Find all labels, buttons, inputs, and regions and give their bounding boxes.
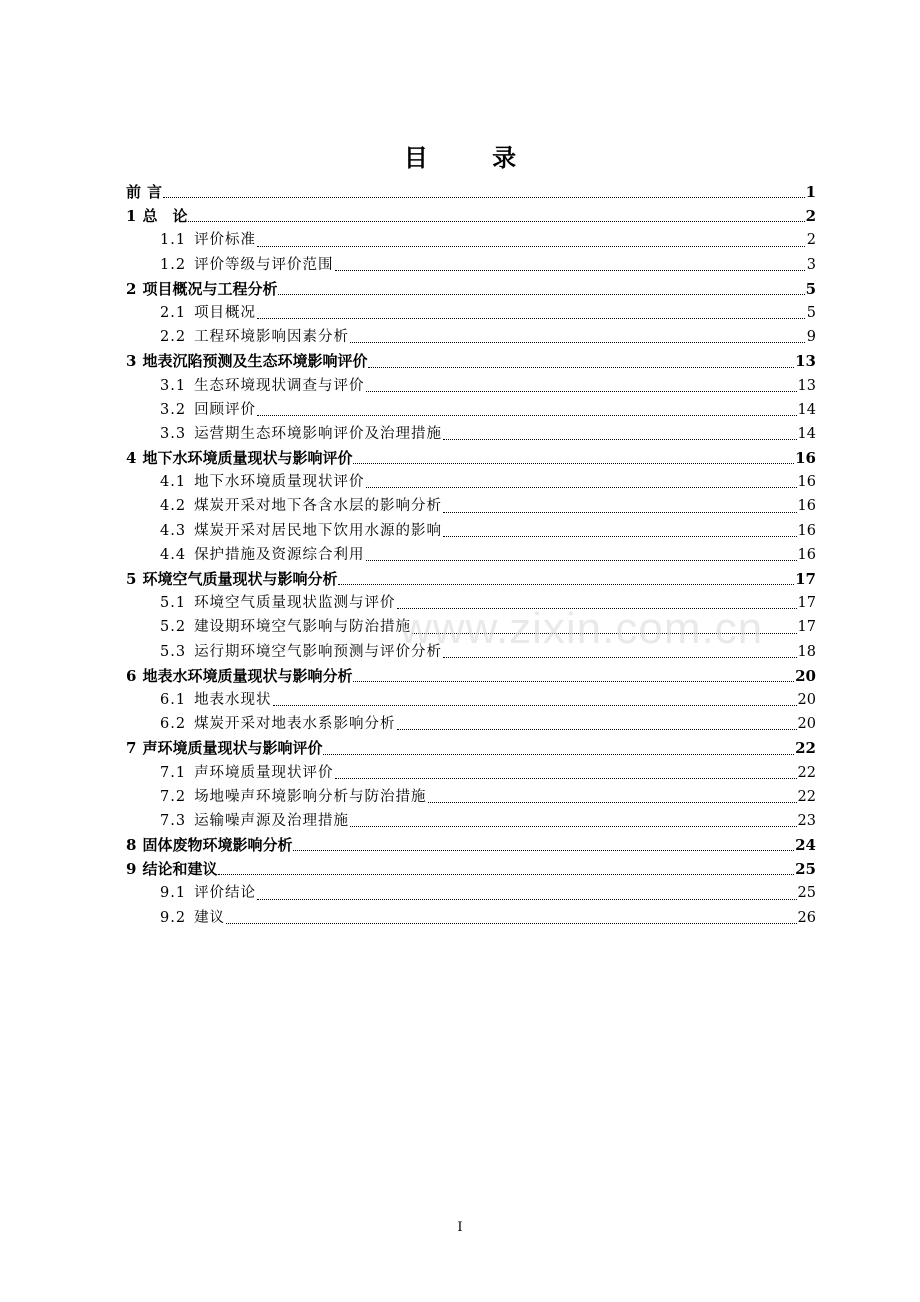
toc-entry-title: 总 论 — [142, 207, 188, 226]
toc-entry[interactable] — [126, 374, 816, 398]
toc-entry-page: 22 — [797, 788, 816, 805]
toc-entry[interactable] — [126, 446, 816, 470]
toc-entry-title: 言 — [147, 183, 163, 201]
toc-entry-number: 7.2 — [160, 788, 187, 805]
toc-entry-page: 17 — [795, 570, 816, 588]
toc-leader-dots — [443, 657, 796, 658]
toc-entry-title: 结论和建议 — [142, 860, 218, 879]
toc-entry-title: 建设期环境空气影响与防治措施 — [194, 619, 412, 636]
toc-leader-dots — [335, 270, 805, 271]
toc-leader-dots — [397, 729, 797, 730]
toc-entry-title: 评价结论 — [194, 885, 257, 902]
toc-leader-dots — [278, 294, 804, 295]
toc-entry-page: 23 — [797, 812, 816, 829]
toc-entry-title: 场地噪声环境影响分析与防治措施 — [194, 788, 427, 805]
toc-leader-dots — [353, 681, 794, 682]
toc-entry-number: 9 — [126, 860, 137, 879]
toc-leader-dots — [188, 221, 804, 222]
toc-entry-number: 7.1 — [160, 764, 187, 781]
toc-leader-dots — [338, 584, 794, 585]
toc-entry-title: 声环境质量现状评价 — [194, 764, 334, 781]
toc-entry-page: 20 — [797, 716, 816, 733]
toc-entry-page: 2 — [806, 232, 816, 249]
toc-leader-dots — [257, 246, 805, 247]
toc-entry-title: 地表沉陷预测及生态环境影响评价 — [142, 352, 368, 371]
toc-entry-title: 运营期生态环境影响评价及治理措施 — [194, 425, 443, 442]
toc-entry[interactable] — [126, 277, 816, 301]
toc-entry-page: 18 — [797, 643, 816, 660]
toc-leader-dots — [323, 754, 794, 755]
toc-entry-title: 回顾评价 — [194, 401, 257, 418]
toc-entry-number: 9.2 — [160, 909, 187, 926]
toc-entry-page: 24 — [795, 836, 816, 855]
toc-entry-number: 7 — [126, 739, 137, 758]
toc-entry-page: 9 — [806, 329, 816, 346]
toc-entry-title: 地下水环境质量现状与影响评价 — [142, 449, 353, 468]
toc-entry-number: 4.1 — [160, 474, 187, 491]
toc-leader-dots — [335, 778, 797, 779]
toc-entry-page: 16 — [797, 498, 816, 515]
toc-entry-number: 5.2 — [160, 619, 187, 636]
toc-entry-page: 22 — [797, 764, 816, 781]
toc-entry[interactable] — [126, 422, 816, 446]
toc-entry-title: 环境空气质量现状监测与评价 — [194, 595, 396, 612]
toc-leader-dots — [366, 391, 797, 392]
toc-entry-title: 评价等级与评价范围 — [194, 256, 334, 273]
toc-entry[interactable] — [126, 325, 816, 349]
toc-entry-number: 5.3 — [160, 643, 187, 660]
toc-entry[interactable] — [126, 543, 816, 567]
toc-entry-page: 16 — [797, 546, 816, 563]
toc-entry-title: 煤炭开采对居民地下饮用水源的影响 — [194, 522, 443, 539]
toc-entry[interactable] — [126, 567, 816, 591]
toc-leader-dots — [257, 415, 796, 416]
toc-entry[interactable] — [126, 204, 816, 228]
toc-entry[interactable] — [126, 857, 816, 881]
toc-entry-page: 20 — [795, 666, 816, 685]
toc-entry[interactable] — [126, 228, 816, 252]
toc-leader-dots — [428, 802, 797, 803]
toc-entry-number: 6.1 — [160, 691, 187, 708]
toc-entry-page: 17 — [797, 595, 816, 612]
toc-entry-page: 25 — [797, 885, 816, 902]
toc-entry-title: 环境空气质量现状与影响分析 — [142, 570, 338, 588]
toc-entry[interactable] — [126, 494, 816, 518]
toc-entry-number: 1 — [126, 207, 137, 226]
toc-entry-number: 5 — [126, 570, 137, 588]
toc-entry-number: 4.4 — [160, 546, 187, 563]
toc-leader-dots — [366, 487, 797, 488]
toc-entry-page: 16 — [797, 522, 816, 539]
toc-entry-number: 3.1 — [160, 377, 187, 394]
toc-entry[interactable] — [126, 180, 816, 204]
toc-leader-dots — [443, 512, 796, 513]
toc-entry-title: 项目概况与工程分析 — [142, 279, 278, 298]
toc-entry-number: 4 — [126, 449, 137, 468]
toc-entry-title: 煤炭开采对地表水系影响分析 — [194, 716, 396, 733]
toc-entry-title: 声环境质量现状与影响评价 — [142, 739, 323, 758]
toc-entry-page: 5 — [806, 304, 816, 321]
toc-leader-dots — [368, 367, 794, 368]
toc-entry-page: 3 — [806, 256, 816, 273]
toc-leader-dots — [366, 560, 797, 561]
toc-entry[interactable] — [126, 761, 816, 785]
toc-entry-title: 工程环境影响因素分析 — [194, 329, 350, 346]
toc-entry[interactable] — [126, 688, 816, 712]
toc-entry[interactable] — [126, 301, 816, 325]
toc-entry-title: 保护措施及资源综合利用 — [194, 546, 365, 563]
toc-entry[interactable] — [126, 398, 816, 422]
toc-entry[interactable] — [126, 712, 816, 736]
toc-entry-page: 26 — [797, 909, 816, 926]
toc-entry-title: 地表水环境质量现状与影响分析 — [142, 666, 353, 685]
toc-entry-title: 煤炭开采对地下各含水层的影响分析 — [194, 498, 443, 515]
toc-entry-number: 3.3 — [160, 425, 187, 442]
toc-entry-number: 1.2 — [160, 256, 187, 273]
toc-leader-dots — [273, 705, 797, 706]
toc-entry[interactable] — [126, 833, 816, 857]
toc-entry-page: 1 — [805, 183, 816, 201]
toc-entry-number: 5.1 — [160, 595, 187, 612]
toc-leader-dots — [218, 874, 794, 875]
toc-entry-number: 6 — [126, 666, 137, 685]
toc-entry-title: 运行期环境空气影响预测与评价分析 — [194, 643, 443, 660]
toc-entry-title: 项目概况 — [194, 304, 257, 321]
toc-entry-title: 固体废物环境影响分析 — [142, 836, 293, 855]
toc-entry-number: 2 — [126, 279, 137, 298]
toc-entry[interactable] — [126, 664, 816, 688]
toc-entry[interactable] — [126, 349, 816, 373]
toc-entry-number: 3.2 — [160, 401, 187, 418]
toc-entry[interactable] — [126, 470, 816, 494]
toc-entry-page: 17 — [797, 619, 816, 636]
table-of-contents — [126, 180, 816, 930]
toc-entry[interactable] — [126, 736, 816, 760]
toc-entry[interactable] — [126, 253, 816, 277]
toc-entry-number: 2.2 — [160, 329, 187, 346]
toc-entry-number: 前 — [126, 183, 142, 201]
toc-entry-number: 4.3 — [160, 522, 187, 539]
toc-leader-dots — [350, 342, 805, 343]
toc-entry-page: 13 — [797, 377, 816, 394]
toc-entry-title: 运输噪声源及治理措施 — [194, 812, 350, 829]
toc-entry-number: 2.1 — [160, 304, 187, 321]
toc-entry-title: 评价标准 — [194, 232, 257, 249]
toc-leader-dots — [226, 923, 796, 924]
toc-entry-page: 16 — [797, 474, 816, 491]
toc-entry[interactable] — [126, 519, 816, 543]
toc-leader-dots — [443, 439, 796, 440]
page-number-footer: I — [457, 1220, 463, 1235]
toc-entry-page: 2 — [805, 207, 816, 226]
toc-entry-number: 9.1 — [160, 885, 187, 902]
toc-leader-dots — [443, 536, 796, 537]
watermark: www.zixin.com.cn — [400, 604, 764, 653]
toc-leader-dots — [257, 899, 796, 900]
toc-entry-title: 地下水环境质量现状评价 — [194, 474, 365, 491]
toc-entry-number: 1.1 — [160, 232, 187, 249]
toc-entry-title: 建议 — [194, 909, 226, 926]
toc-entry-page: 14 — [797, 425, 816, 442]
toc-entry-title: 地表水现状 — [194, 691, 272, 708]
page-title: 目 录 — [403, 143, 545, 172]
toc-entry-page: 13 — [795, 352, 816, 371]
toc-entry-page: 25 — [795, 860, 816, 879]
toc-leader-dots — [353, 463, 794, 464]
toc-entry-title: 生态环境现状调查与评价 — [194, 377, 365, 394]
toc-entry-page: 14 — [797, 401, 816, 418]
toc-leader-dots — [293, 850, 794, 851]
toc-entry-page: 20 — [797, 691, 816, 708]
toc-entry-number: 7.3 — [160, 812, 187, 829]
toc-entry-number: 8 — [126, 836, 137, 855]
toc-entry[interactable] — [126, 809, 816, 833]
toc-entry-number: 6.2 — [160, 716, 187, 733]
toc-entry-number: 3 — [126, 352, 137, 371]
toc-entry-page: 5 — [805, 279, 816, 298]
toc-leader-dots — [350, 826, 796, 827]
toc-leader-dots — [257, 318, 805, 319]
toc-entry[interactable] — [126, 906, 816, 930]
toc-entry-page: 22 — [795, 739, 816, 758]
toc-entry[interactable] — [126, 785, 816, 809]
toc-leader-dots — [163, 197, 805, 198]
toc-entry[interactable] — [126, 881, 816, 905]
toc-entry-page: 16 — [795, 449, 816, 468]
toc-entry-number: 4.2 — [160, 498, 187, 515]
